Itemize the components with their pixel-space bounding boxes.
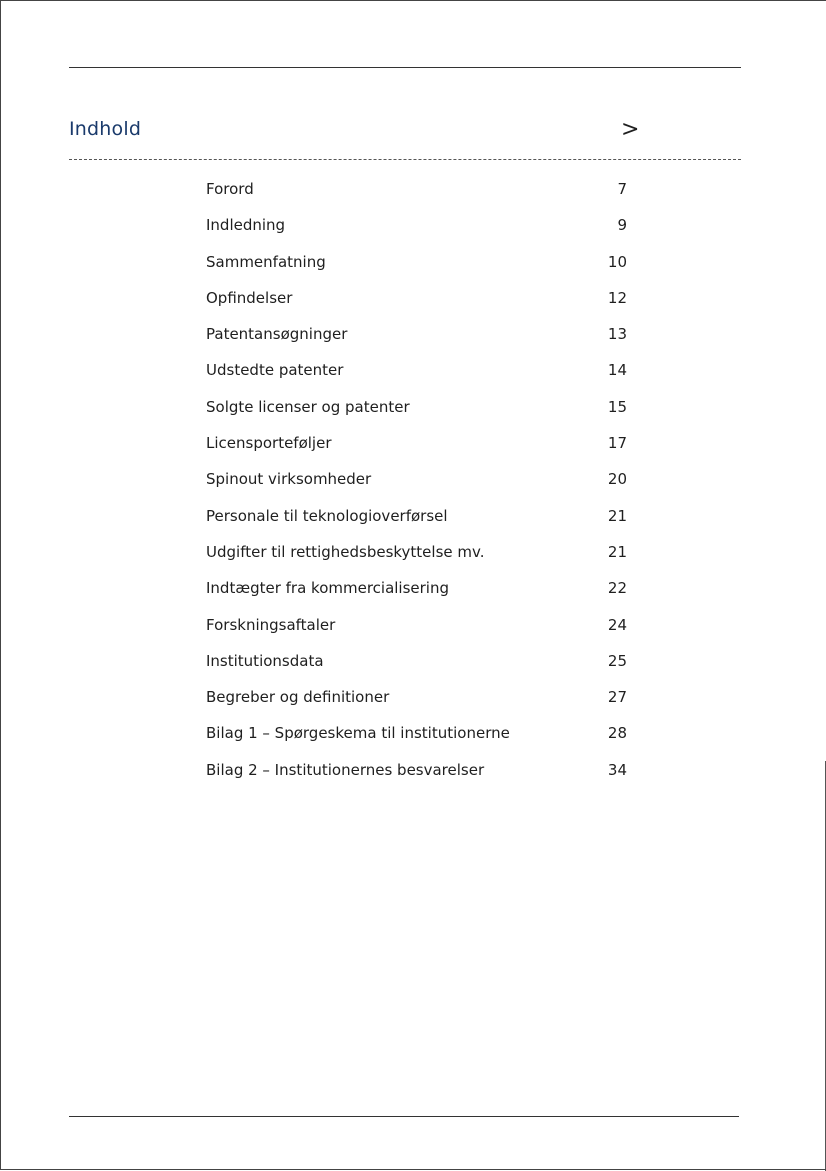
toc-entry[interactable] [206,397,636,433]
toc-entry-page: 12 [607,288,627,307]
toc-entry[interactable] [206,687,636,723]
toc-entry[interactable] [206,324,636,360]
toc-entry-page: 10 [607,252,627,271]
toc-entry-page: 9 [617,216,627,235]
toc-entry-page: 24 [607,615,627,634]
toc-entry[interactable] [206,360,636,396]
toc-entry-page: 22 [607,579,627,598]
toc-entry-page: 25 [607,651,627,670]
toc-entry[interactable] [206,723,636,759]
toc-entry[interactable] [206,651,636,687]
toc-entry-title: Forord [206,180,254,198]
toc-entry-title: Institutionsdata [206,651,324,670]
toc-entry-title: Sammenfatning [206,252,326,271]
toc-entry-title: Opfindelser [206,288,293,307]
toc-entry-title: Bilag 1 – Spørgeskema til institutionerne [206,724,510,743]
toc-entry-title: Indtægter fra kommercialisering [206,579,450,598]
toc-entry-title: Udgifter til rettighedsbeskyttelse mv. [206,542,485,561]
toc-entry[interactable] [206,469,636,505]
toc-entry-page: 7 [617,180,627,198]
toc-entry[interactable] [206,615,636,651]
toc-entry[interactable] [206,288,636,324]
toc-entry[interactable] [206,760,636,796]
dashed-divider [69,159,741,160]
toc-entry-title: Patentansøgninger [206,325,348,344]
toc-entry-title: Personale til teknologioverførsel [206,506,448,525]
toc-entry-page: 17 [607,434,627,453]
top-rule [69,67,741,68]
page-title: Indhold [69,118,142,140]
toc-entry-title: Solgte licenser og patenter [206,397,410,416]
toc-entry-page: 13 [607,325,627,344]
toc-entry-page: 27 [607,688,627,707]
toc-entry-page: 21 [607,506,627,525]
toc-entry-page: 21 [607,542,627,561]
toc-entry-page: 14 [607,361,627,380]
toc-entry[interactable] [206,215,636,251]
toc-entry[interactable] [206,506,636,542]
toc-entry[interactable] [206,433,636,469]
toc-entry-title: Forskningsaftaler [206,615,336,634]
toc-entry-page: 15 [607,397,627,416]
toc-entry-title: Bilag 2 – Institutionernes besvarelser [206,760,485,779]
chevron-right-icon: > [621,117,640,142]
bottom-rule [69,1116,739,1117]
toc-entry-page: 28 [607,724,627,743]
toc-entry-page: 34 [607,760,627,779]
toc-entry-title: Begreber og definitioner [206,688,390,707]
toc-entry[interactable] [206,179,636,215]
toc-entry-title: Spinout virksomheder [206,470,372,489]
toc-entry-title: Indledning [206,216,286,235]
toc-entry[interactable] [206,252,636,288]
toc-entry-page: 20 [607,470,627,489]
toc-entry-title: Udstedte patenter [206,361,344,380]
toc-entry[interactable] [206,578,636,614]
table-of-contents [206,179,636,796]
toc-entry[interactable] [206,542,636,578]
toc-entry-title: Licensporteføljer [206,434,332,453]
